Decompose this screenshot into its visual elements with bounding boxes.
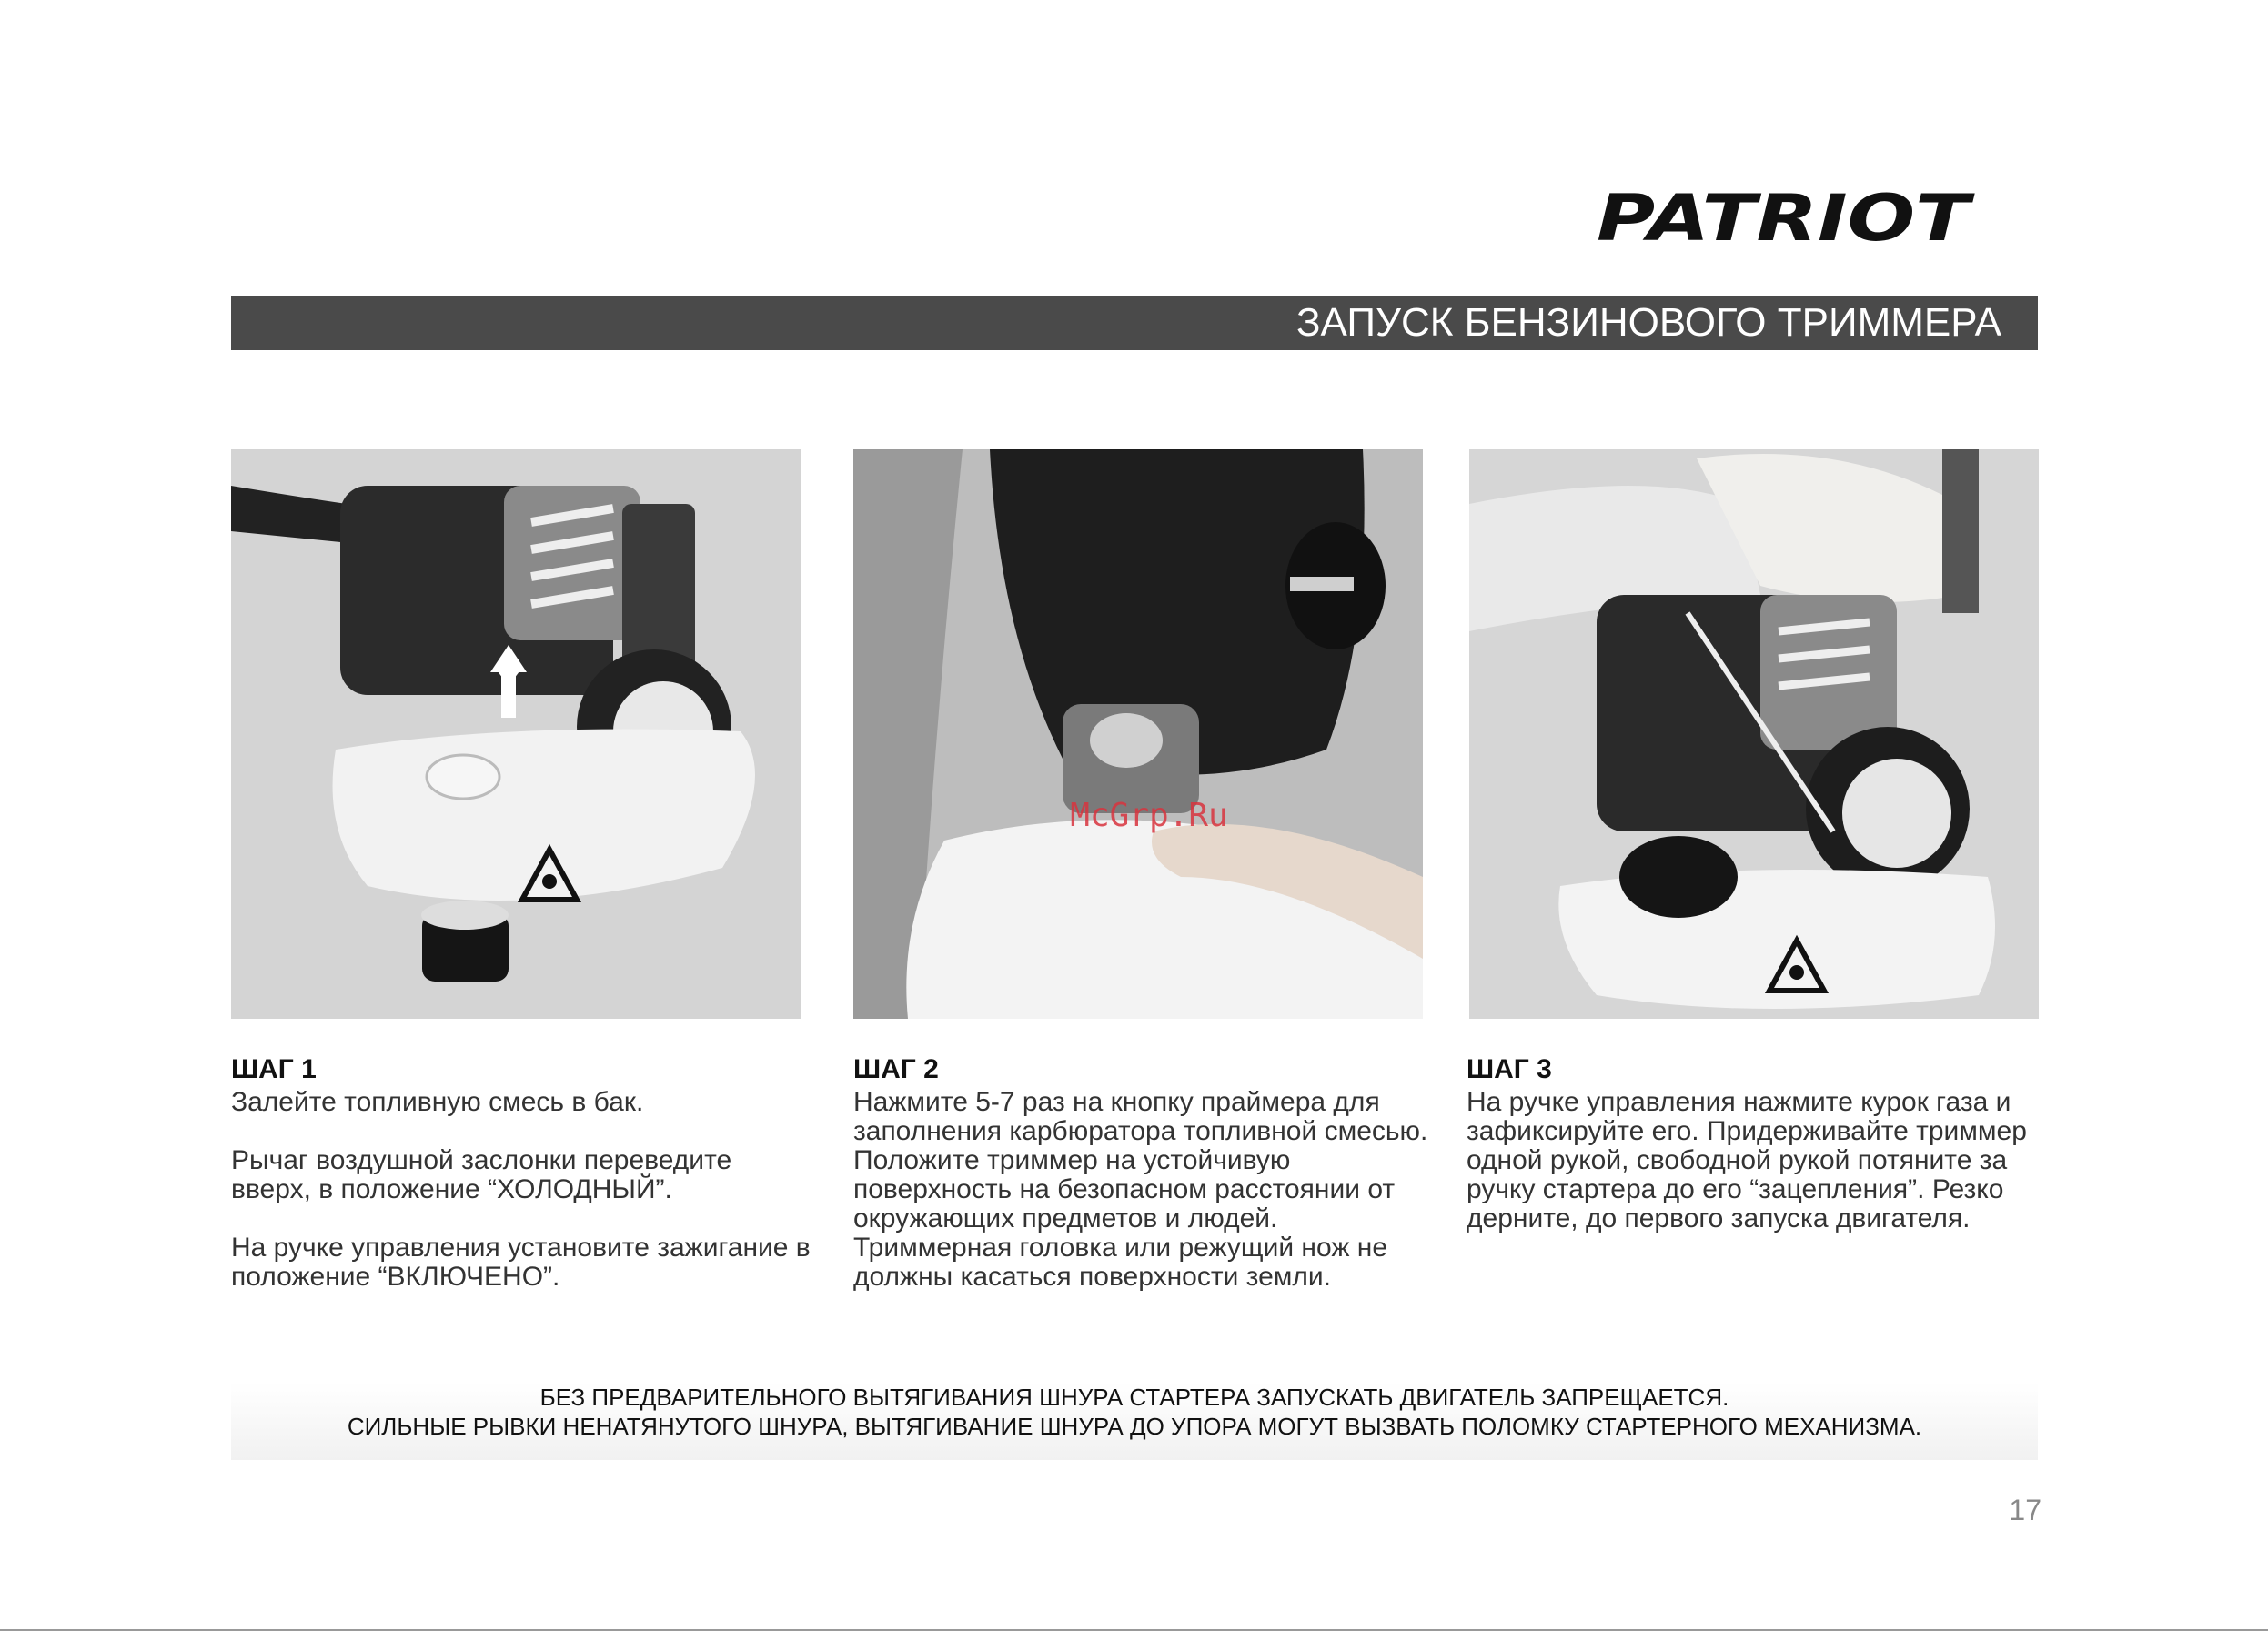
step-1-text-1: Залейте топливную смесь в бак. [231, 1087, 644, 1117]
step-1-text-2: Рычаг воздушной заслонки переведите вверх, в положение “ХОЛОДНЫЙ”. [231, 1145, 732, 1204]
section-title-bar [231, 296, 2038, 350]
warning-line-1: БЕЗ ПРЕДВАРИТЕЛЬНОГО ВЫТЯГИВАНИЯ ШНУРА СТАРТЕРА ЗАПУСКАТЬ ДВИГАТЕЛЬ ЗАПРЕЩАЕТСЯ. [539, 1384, 1729, 1411]
step-1 [231, 1055, 813, 1292]
step-1-text-3: На ручке управления установите зажигание в положение “ВКЛЮЧЕНО”. [231, 1233, 811, 1292]
warning-notice [231, 1383, 2038, 1460]
page-number: 17 [2009, 1494, 2041, 1526]
step-3-text-1: На ручке управления нажмите курок газа и зафиксируйте его. Придерживайте триммер одной рукой, свободной рукой потяните за ручку стартера до его “зацепления”. Резко дерните, до первого запуска двигателя. [1467, 1087, 2027, 1233]
step-2 [853, 1055, 1436, 1292]
step2-photo [853, 449, 1423, 1019]
step-3-title: ШАГ 3 [1467, 1054, 1552, 1084]
primer-button-image [853, 449, 1423, 1019]
watermark: McGrp.Ru [1070, 797, 1228, 834]
patriot-logo [1597, 182, 1979, 255]
step-1-title: ШАГ 1 [231, 1054, 317, 1084]
patriot-logo-graphic [1597, 182, 1979, 255]
starter-pull-image [1469, 449, 2039, 1019]
warning-line-2: СИЛЬНЫЕ РЫВКИ НЕНАТЯНУТОГО ШНУРА, ВЫТЯГИВАНИЕ ШНУРА ДО УПОРА МОГУТ ВЫЗВАТЬ ПОЛОМКУ СТАРТЕРНОГО МЕХАНИЗМА. [347, 1413, 1922, 1440]
section-title: ЗАПУСК БЕНЗИНОВОГО ТРИММЕРА [1295, 300, 2001, 345]
step3-photo [1469, 449, 2039, 1019]
step-2-text-1: Нажмите 5-7 раз на кнопку праймера для заполнения карбюратора топливной смесью. [853, 1087, 1428, 1146]
step1-photo [231, 449, 801, 1019]
step-2-text-2: Положите триммер на устойчивую поверхность на безопасном расстоянии от окружающих предметов и людей. Триммерная головка или режущий нож не должны касаться поверхности земли. [853, 1145, 1396, 1292]
step-2-title: ШАГ 2 [853, 1054, 939, 1084]
svg-text:PATRIOT: PATRIOT [1597, 182, 1976, 255]
step-3 [1467, 1055, 2049, 1233]
engine-fuel-tank-image [231, 449, 801, 1019]
